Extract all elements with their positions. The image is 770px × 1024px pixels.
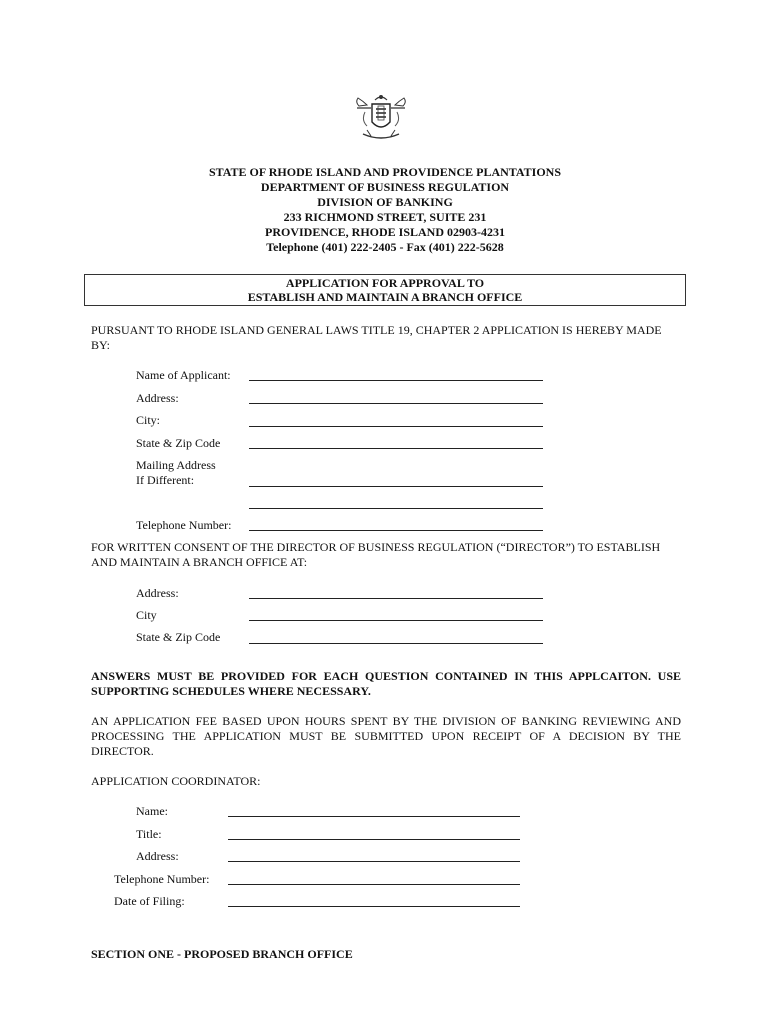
applicant-state-zip-field[interactable] bbox=[249, 448, 543, 449]
agency-header bbox=[0, 165, 770, 255]
answers-note: ANSWERS MUST BE PROVIDED FOR EACH QUESTION CONTAINED IN THIS APPLCAITON. USE SUPPORTING SCHEDULES WHERE NECESSARY. bbox=[91, 669, 681, 698]
mailing-address-label-1: Mailing Address bbox=[136, 458, 216, 472]
applicant-telephone-field[interactable] bbox=[249, 530, 543, 531]
coordinator-telephone-field[interactable] bbox=[228, 884, 520, 885]
header-line-division: DIVISION OF BANKING bbox=[317, 195, 453, 209]
coordinator-name-field[interactable] bbox=[228, 816, 520, 817]
header-line-state: STATE OF RHODE ISLAND AND PROVIDENCE PLANTATIONS bbox=[208, 165, 562, 179]
branch-city-field[interactable] bbox=[249, 620, 543, 621]
applicant-address-label: Address: bbox=[136, 391, 179, 405]
mailing-address-label-2: If Different: bbox=[136, 473, 195, 487]
applicant-city-label: City: bbox=[136, 413, 161, 427]
coordinator-telephone-label: Telephone Number: bbox=[114, 872, 210, 886]
branch-state-zip-label: State & Zip Code bbox=[136, 630, 221, 644]
form-title-line-1: APPLICATION FOR APPROVAL TO bbox=[285, 276, 485, 290]
fee-note: AN APPLICATION FEE BASED UPON HOURS SPENT BY THE DIVISION OF BANKING REVIEWING AND PROCESSING THE APPLICATION MUST BE SUBMITTED UPON RECEIPT OF A DECISION BY THE DIRECTOR. bbox=[91, 714, 681, 758]
date-of-filing-label: Date of Filing: bbox=[114, 894, 185, 908]
mailing-address-field-2[interactable] bbox=[249, 508, 543, 509]
applicant-name-label: Name of Applicant: bbox=[136, 368, 231, 382]
branch-city-label: City bbox=[136, 608, 157, 622]
coordinator-heading: APPLICATION COORDINATOR: bbox=[91, 774, 261, 788]
form-title-box bbox=[84, 274, 686, 306]
coordinator-address-label: Address: bbox=[136, 849, 179, 863]
state-seal-icon bbox=[353, 92, 409, 142]
header-line-city: PROVIDENCE, RHODE ISLAND 02903-4231 bbox=[264, 225, 506, 239]
section-one-heading: SECTION ONE - PROPOSED BRANCH OFFICE bbox=[91, 947, 353, 961]
applicant-name-field[interactable] bbox=[249, 380, 543, 381]
intro-paragraph: PURSUANT TO RHODE ISLAND GENERAL LAWS TITLE 19, CHAPTER 2 APPLICATION IS HEREBY MADE BY: bbox=[91, 323, 662, 352]
applicant-address-field[interactable] bbox=[249, 403, 543, 404]
applicant-city-field[interactable] bbox=[249, 426, 543, 427]
header-line-phone: Telephone (401) 222-2405 - Fax (401) 222-5628 bbox=[266, 240, 504, 254]
mailing-address-field-1[interactable] bbox=[249, 486, 543, 487]
coordinator-address-field[interactable] bbox=[228, 861, 520, 862]
branch-address-field[interactable] bbox=[249, 598, 543, 599]
form-title-line-2: ESTABLISH AND MAINTAIN A BRANCH OFFICE bbox=[247, 289, 523, 304]
branch-address-label: Address: bbox=[136, 586, 179, 600]
coordinator-title-field[interactable] bbox=[228, 839, 520, 840]
coordinator-name-label: Name: bbox=[136, 804, 168, 818]
header-line-department: DEPARTMENT OF BUSINESS REGULATION bbox=[260, 180, 510, 194]
coordinator-title-label: Title: bbox=[136, 827, 162, 841]
date-of-filing-field[interactable] bbox=[228, 906, 520, 907]
branch-state-zip-field[interactable] bbox=[249, 643, 543, 644]
applicant-state-zip-label: State & Zip Code bbox=[136, 436, 221, 450]
applicant-telephone-label: Telephone Number: bbox=[136, 518, 232, 532]
header-line-street: 233 RICHMOND STREET, SUITE 231 bbox=[283, 210, 487, 224]
consent-paragraph: FOR WRITTEN CONSENT OF THE DIRECTOR OF BUSINESS REGULATION (“DIRECTOR”) TO ESTABLISH AND MAINTAIN A BRANCH OFFICE AT: bbox=[91, 540, 661, 569]
